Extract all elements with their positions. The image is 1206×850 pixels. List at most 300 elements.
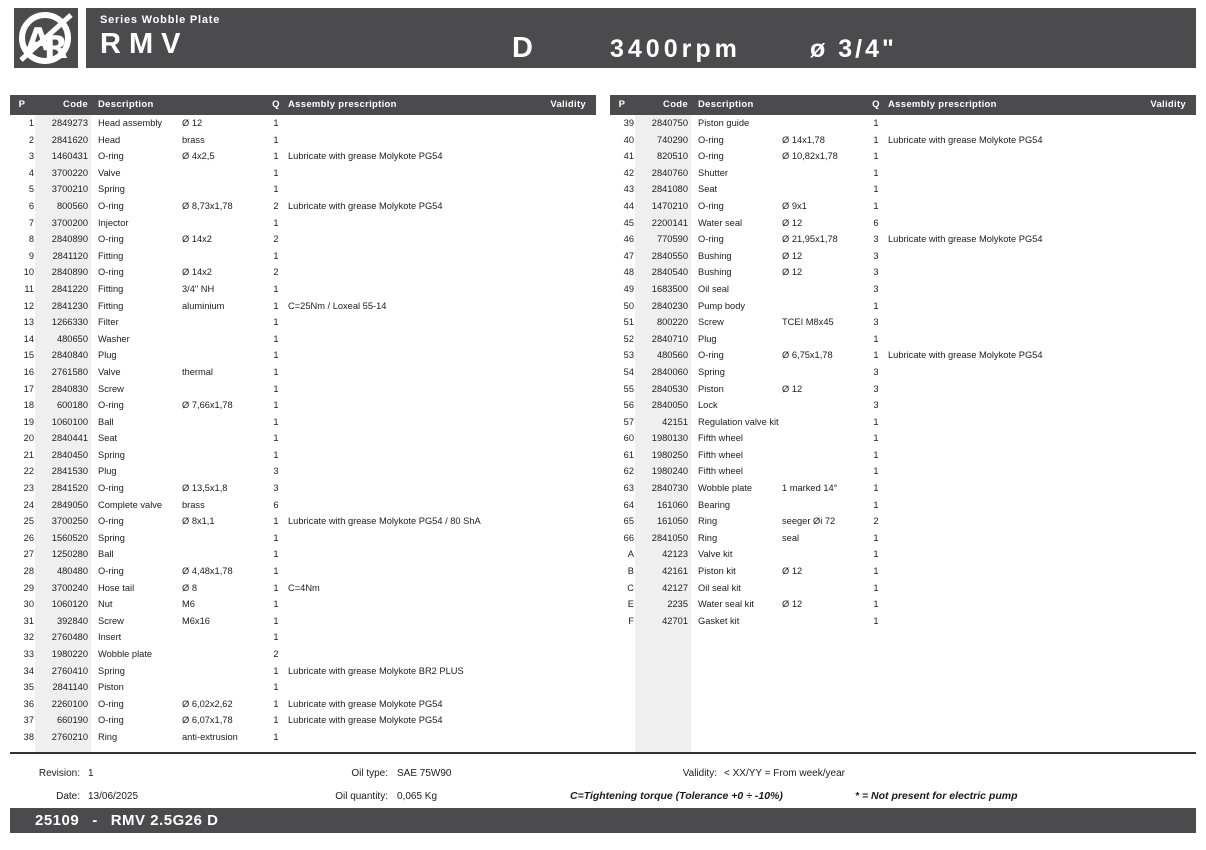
cell-assembly: Lubricate with grease Molykote BR2 PLUS: [288, 665, 464, 676]
part-row: [10, 264, 596, 281]
cell-code: 1980130: [651, 433, 688, 444]
cell-p: 13: [23, 317, 34, 328]
cell-variant: [782, 580, 868, 597]
cell-assembly: [284, 646, 524, 663]
part-row: [10, 663, 596, 680]
cell-code: 480560: [656, 350, 688, 361]
cell-validity: [524, 696, 596, 713]
cell-code: 2260100: [51, 698, 88, 709]
cell-desc: Fitting: [98, 250, 124, 261]
part-row: [10, 613, 596, 630]
cell-assembly: [884, 497, 1124, 514]
cell-code: 2840060: [651, 366, 688, 377]
cell-code: 3700210: [51, 184, 88, 195]
cell-validity: [524, 513, 596, 530]
cell-assembly: [284, 414, 524, 431]
cell-validity: [524, 430, 596, 447]
cell-variant: Ø 14x2: [182, 267, 212, 278]
cell-code: 800220: [656, 317, 688, 328]
cell-validity: [524, 381, 596, 398]
cell-variant: Ø 8,73x1,78: [182, 200, 233, 211]
cell-variant: Ø 4x2,5: [182, 151, 215, 162]
cell-validity: [524, 480, 596, 497]
cell-assembly: [884, 530, 1124, 547]
cell-p: 29: [23, 582, 34, 593]
header-title-bar: [86, 8, 1196, 68]
cell-q: 1: [273, 333, 279, 344]
part-row: [10, 331, 596, 348]
cell-assembly: [284, 447, 524, 464]
cell-q: 1: [273, 416, 279, 427]
cell-validity: [524, 181, 596, 198]
cell-p: 64: [623, 499, 634, 510]
cell-p: 16: [23, 366, 34, 377]
cell-validity: [1124, 314, 1196, 331]
cell-q: 1: [873, 300, 879, 311]
oil-quantity-value: 0,065 Kg: [397, 791, 438, 802]
cell-p: 65: [623, 516, 634, 527]
column-header-assembly: Assembly prescription: [288, 99, 397, 110]
cell-assembly: [884, 148, 1124, 165]
cell-p: 2: [28, 134, 34, 145]
cell-code: 1060120: [51, 599, 88, 610]
cell-desc: Plug: [698, 333, 717, 344]
cell-variant: [182, 679, 268, 696]
part-row: [610, 497, 1196, 514]
part-row: [10, 712, 596, 729]
cell-variant: [782, 414, 868, 431]
cell-validity: [1124, 430, 1196, 447]
cell-assembly: [884, 414, 1124, 431]
cell-assembly: [284, 248, 524, 265]
cell-q: 1: [873, 184, 879, 195]
validity-label: Validity:: [682, 768, 717, 779]
cell-variant: [182, 646, 268, 663]
cell-p: 39: [623, 118, 634, 128]
part-row: [10, 364, 596, 381]
cell-desc: Nut: [98, 599, 113, 610]
cell-assembly: [884, 298, 1124, 315]
part-row: [10, 381, 596, 398]
cell-desc: Ball: [98, 549, 114, 560]
cell-code: 392840: [56, 615, 88, 626]
cell-q: 1: [273, 532, 279, 543]
cell-validity: [524, 447, 596, 464]
cell-variant: [182, 165, 268, 182]
cell-code: 42127: [662, 582, 688, 593]
cell-p: B: [627, 566, 634, 577]
cell-code: 2840730: [651, 483, 688, 494]
part-row: [10, 513, 596, 530]
part-row: [10, 132, 596, 149]
cell-variant: [182, 181, 268, 198]
cell-code: 600180: [56, 400, 88, 411]
cell-p: 53: [623, 350, 634, 361]
cell-assembly: Lubricate with grease Molykote PG54: [888, 234, 1043, 245]
cell-variant: [182, 447, 268, 464]
cell-desc: O-ring: [698, 151, 724, 162]
cell-desc: Ring: [698, 516, 718, 527]
cell-validity: [1124, 480, 1196, 497]
cell-desc: O-ring: [698, 200, 724, 211]
oil-type-label: Oil type:: [351, 768, 388, 779]
cell-assembly: [284, 231, 524, 248]
cell-desc: Wobble plate: [698, 483, 753, 494]
cell-variant: Ø 12: [182, 118, 203, 128]
part-number: 25109: [35, 812, 80, 829]
cell-code: 2840441: [51, 433, 88, 444]
cell-assembly: [884, 264, 1124, 281]
part-row: [10, 148, 596, 165]
part-row: [610, 115, 1196, 132]
cell-variant: anti-extrusion: [182, 731, 238, 742]
cell-validity: [524, 298, 596, 315]
cell-variant: [182, 414, 268, 431]
cell-variant: seal: [782, 532, 800, 543]
cell-desc: O-ring: [98, 698, 124, 709]
cell-variant: [782, 298, 868, 315]
cell-validity: [1124, 298, 1196, 315]
cell-desc: Shutter: [698, 167, 728, 178]
cell-p: 34: [23, 665, 34, 676]
cell-assembly: [884, 281, 1124, 298]
cell-p: 1: [28, 118, 34, 128]
table-bottom-rule: [10, 752, 1196, 754]
cell-code: 480480: [56, 566, 88, 577]
cell-variant: [782, 546, 868, 563]
cell-variant: [782, 430, 868, 447]
cell-assembly: [884, 513, 1124, 530]
table-body-left: [10, 115, 596, 753]
cell-variant: Ø 8x1,1: [182, 516, 215, 527]
cell-q: 1: [873, 350, 879, 361]
cell-code: 2840890: [51, 267, 88, 278]
cell-code: 2200141: [651, 217, 688, 228]
ar-monogram-logo-icon: [14, 8, 78, 68]
cell-desc: Seat: [698, 184, 718, 195]
cell-desc: O-ring: [98, 400, 124, 411]
part-row: [10, 298, 596, 315]
cell-assembly: [284, 364, 524, 381]
cell-variant: [182, 248, 268, 265]
cell-p: 19: [23, 416, 34, 427]
cell-variant: [782, 281, 868, 298]
cell-q: 6: [873, 217, 879, 228]
cell-variant: [182, 663, 268, 680]
column-header-assembly: Assembly prescription: [888, 99, 997, 110]
cell-desc: Piston guide: [698, 118, 750, 128]
cell-code: 1980240: [651, 466, 688, 477]
part-row: [610, 347, 1196, 364]
cell-code: 2760210: [51, 731, 88, 742]
cell-validity: [524, 364, 596, 381]
cell-variant: 1 marked 14°: [782, 483, 838, 494]
cell-validity: [1124, 132, 1196, 149]
cell-q: 1: [273, 516, 279, 527]
part-row: [610, 281, 1196, 298]
column-header-validity: Validity: [550, 99, 586, 110]
cell-desc: Plug: [98, 466, 117, 477]
cell-validity: [524, 148, 596, 165]
part-row: [10, 414, 596, 431]
column-header-spacer: [182, 95, 268, 115]
column-header-description: Description: [698, 99, 754, 110]
cell-validity: [1124, 248, 1196, 265]
cell-p: 11: [24, 283, 34, 294]
cell-code: 2840050: [651, 400, 688, 411]
cell-assembly: [884, 447, 1124, 464]
cell-p: 27: [23, 549, 34, 560]
cell-q: 1: [273, 167, 279, 178]
cell-q: 1: [273, 383, 279, 394]
cell-assembly: [884, 165, 1124, 182]
cell-assembly: [284, 563, 524, 580]
part-row: [10, 314, 596, 331]
cell-assembly: [284, 629, 524, 646]
cell-variant: Ø 6,02x2,62: [182, 698, 233, 709]
table-header: [610, 95, 1196, 115]
cell-p: 21: [23, 449, 34, 460]
cell-assembly: [884, 115, 1124, 132]
cell-assembly: Lubricate with grease Molykote PG54: [888, 350, 1043, 361]
cell-assembly: C=4Nm: [288, 582, 320, 593]
validity-value: < XX/YY = From week/year: [724, 768, 845, 779]
cell-p: 32: [23, 632, 34, 643]
cell-validity: [1124, 198, 1196, 215]
cell-variant: M6x16: [182, 615, 210, 626]
cell-code: 1250280: [51, 549, 88, 560]
cell-assembly: [284, 596, 524, 613]
cell-validity: [524, 347, 596, 364]
part-row: [610, 513, 1196, 530]
cell-validity: [1124, 546, 1196, 563]
svg-text:A: A: [26, 22, 50, 58]
cell-assembly: [884, 580, 1124, 597]
cell-p: 25: [23, 516, 34, 527]
cell-desc: Screw: [98, 383, 124, 394]
cell-variant: Ø 4,48x1,78: [182, 566, 233, 577]
part-row: [610, 148, 1196, 165]
part-row: [10, 596, 596, 613]
cell-p: 6: [28, 200, 34, 211]
part-row: [610, 463, 1196, 480]
cell-code: 3700200: [51, 217, 88, 228]
cell-assembly: [884, 397, 1124, 414]
part-row: [10, 629, 596, 646]
cell-q: 1: [873, 433, 879, 444]
cell-variant: Ø 12: [782, 250, 803, 261]
ar-logo-box: [14, 8, 78, 68]
cell-desc: Pump body: [698, 300, 746, 311]
cell-desc: Head: [98, 134, 121, 145]
cell-p: 33: [23, 649, 34, 659]
cell-validity: [1124, 447, 1196, 464]
cell-code: 2840450: [51, 449, 88, 460]
cell-validity: [524, 629, 596, 646]
cell-q: 1: [873, 582, 879, 593]
part-row: [10, 563, 596, 580]
cell-desc: Ring: [698, 532, 718, 543]
asterisk-note: * = Not present for electric pump: [855, 790, 1018, 802]
cell-validity: [524, 663, 596, 680]
cell-code: 2841080: [651, 184, 688, 195]
cell-validity: [524, 198, 596, 215]
cell-q: 1: [273, 449, 279, 460]
cell-desc: Spring: [98, 665, 125, 676]
column-header-code: Code: [663, 99, 688, 110]
cell-desc: Ball: [98, 416, 114, 427]
cell-p: 14: [23, 333, 34, 344]
cell-desc: O-ring: [698, 134, 724, 145]
cell-q: 1: [873, 566, 879, 577]
date-value: 13/06/2025: [88, 791, 139, 802]
cell-q: 6: [273, 499, 279, 510]
column-header-p: P: [18, 99, 26, 110]
cell-p: 35: [23, 682, 34, 693]
cell-q: 1: [873, 449, 879, 460]
cell-desc: Complete valve: [98, 499, 163, 510]
part-row: [10, 546, 596, 563]
cell-q: 1: [873, 134, 879, 145]
cell-code: 2849050: [51, 499, 88, 510]
cell-assembly: [284, 463, 524, 480]
cell-variant: Ø 8: [182, 582, 197, 593]
cell-variant: [182, 629, 268, 646]
cell-q: 3: [873, 366, 879, 377]
cell-variant: Ø 6,75x1,78: [782, 350, 833, 361]
torque-note: C=Tightening torque (Tolerance +0 ÷ -10%): [570, 790, 783, 802]
cell-p: 3: [28, 151, 34, 162]
cell-desc: Plug: [98, 350, 117, 361]
cell-q: 1: [273, 350, 279, 361]
cell-validity: [524, 314, 596, 331]
cell-validity: [524, 264, 596, 281]
cell-assembly: [884, 546, 1124, 563]
cell-desc: Fitting: [98, 283, 124, 294]
cell-p: 18: [23, 400, 34, 411]
cell-assembly: [284, 314, 524, 331]
cell-code: 2761580: [51, 366, 88, 377]
cell-code: 1060100: [51, 416, 88, 427]
cell-p: 46: [623, 234, 634, 245]
cell-p: 10: [23, 267, 34, 278]
cell-desc: Insert: [98, 632, 122, 643]
cell-code: 3700220: [51, 167, 88, 178]
cell-assembly: [884, 480, 1124, 497]
oil-type-value: SAE 75W90: [397, 768, 452, 779]
part-row: [10, 115, 596, 132]
part-row: [10, 646, 596, 663]
cell-validity: [1124, 264, 1196, 281]
cell-q: 1: [273, 366, 279, 377]
cell-variant: [182, 215, 268, 232]
cell-validity: [1124, 563, 1196, 580]
cell-validity: [1124, 513, 1196, 530]
cell-validity: [1124, 331, 1196, 348]
cell-validity: [524, 281, 596, 298]
cell-code: 161060: [656, 499, 688, 510]
cell-validity: [1124, 463, 1196, 480]
cell-q: 1: [873, 167, 879, 178]
cell-desc: O-ring: [98, 566, 124, 577]
cell-code: 42701: [662, 615, 688, 626]
cell-code: 2849273: [51, 118, 88, 128]
cell-code: 2840530: [651, 383, 688, 394]
cell-validity: [1124, 596, 1196, 613]
part-row: [10, 397, 596, 414]
cell-code: 2840710: [651, 333, 688, 344]
cell-p: 31: [23, 615, 34, 626]
cell-desc: Piston: [98, 682, 124, 693]
model-name: RMV 2.5G26 D: [110, 812, 219, 829]
column-header-code: Code: [63, 99, 88, 110]
column-header-description: Description: [98, 99, 154, 110]
cell-desc: Bushing: [698, 250, 732, 261]
cell-q: 1: [873, 151, 879, 162]
cell-assembly: [884, 314, 1124, 331]
part-row: [610, 215, 1196, 232]
cell-variant: Ø 12: [782, 383, 803, 394]
cell-q: 3: [873, 383, 879, 394]
cell-assembly: [284, 729, 524, 746]
part-row: [10, 463, 596, 480]
column-header-spacer: [782, 95, 868, 115]
cell-validity: [524, 580, 596, 597]
cell-assembly: [884, 563, 1124, 580]
cell-code: 1460431: [51, 151, 88, 162]
cell-desc: O-ring: [98, 267, 124, 278]
cell-validity: [524, 463, 596, 480]
cell-code: 660190: [56, 715, 88, 726]
cell-p: 12: [23, 300, 34, 311]
cell-p: 44: [623, 200, 634, 211]
cell-q: 1: [273, 433, 279, 444]
cell-p: 5: [28, 184, 34, 195]
part-row: [10, 347, 596, 364]
part-row: [610, 165, 1196, 182]
cell-q: 2: [273, 267, 279, 278]
cell-code: 480650: [56, 333, 88, 344]
cell-variant: [182, 530, 268, 547]
cell-q: 1: [273, 400, 279, 411]
cell-variant: [782, 115, 868, 132]
cell-desc: Seat: [98, 433, 118, 444]
cell-q: 3: [273, 483, 279, 494]
svg-text:R: R: [44, 30, 68, 66]
cell-validity: [1124, 281, 1196, 298]
cell-variant: [782, 463, 868, 480]
table-body-right: [610, 115, 1196, 753]
cell-code: 2760480: [51, 632, 88, 643]
revision-value: 1: [88, 768, 94, 779]
cell-validity: [524, 530, 596, 547]
cell-variant: [182, 430, 268, 447]
cell-q: 1: [273, 582, 279, 593]
cell-variant: Ø 7,66x1,78: [182, 400, 233, 411]
part-row: [10, 165, 596, 182]
cell-variant: Ø 21,95x1,78: [782, 234, 838, 245]
cell-variant: [182, 546, 268, 563]
cell-assembly: [284, 381, 524, 398]
cell-variant: brass: [182, 499, 205, 510]
cell-validity: [1124, 397, 1196, 414]
cell-validity: [524, 115, 596, 132]
cell-p: 38: [23, 731, 34, 742]
cell-validity: [1124, 215, 1196, 232]
cell-variant: 3/4" NH: [182, 283, 215, 294]
cell-q: 1: [873, 615, 879, 626]
cell-p: 24: [23, 499, 34, 510]
